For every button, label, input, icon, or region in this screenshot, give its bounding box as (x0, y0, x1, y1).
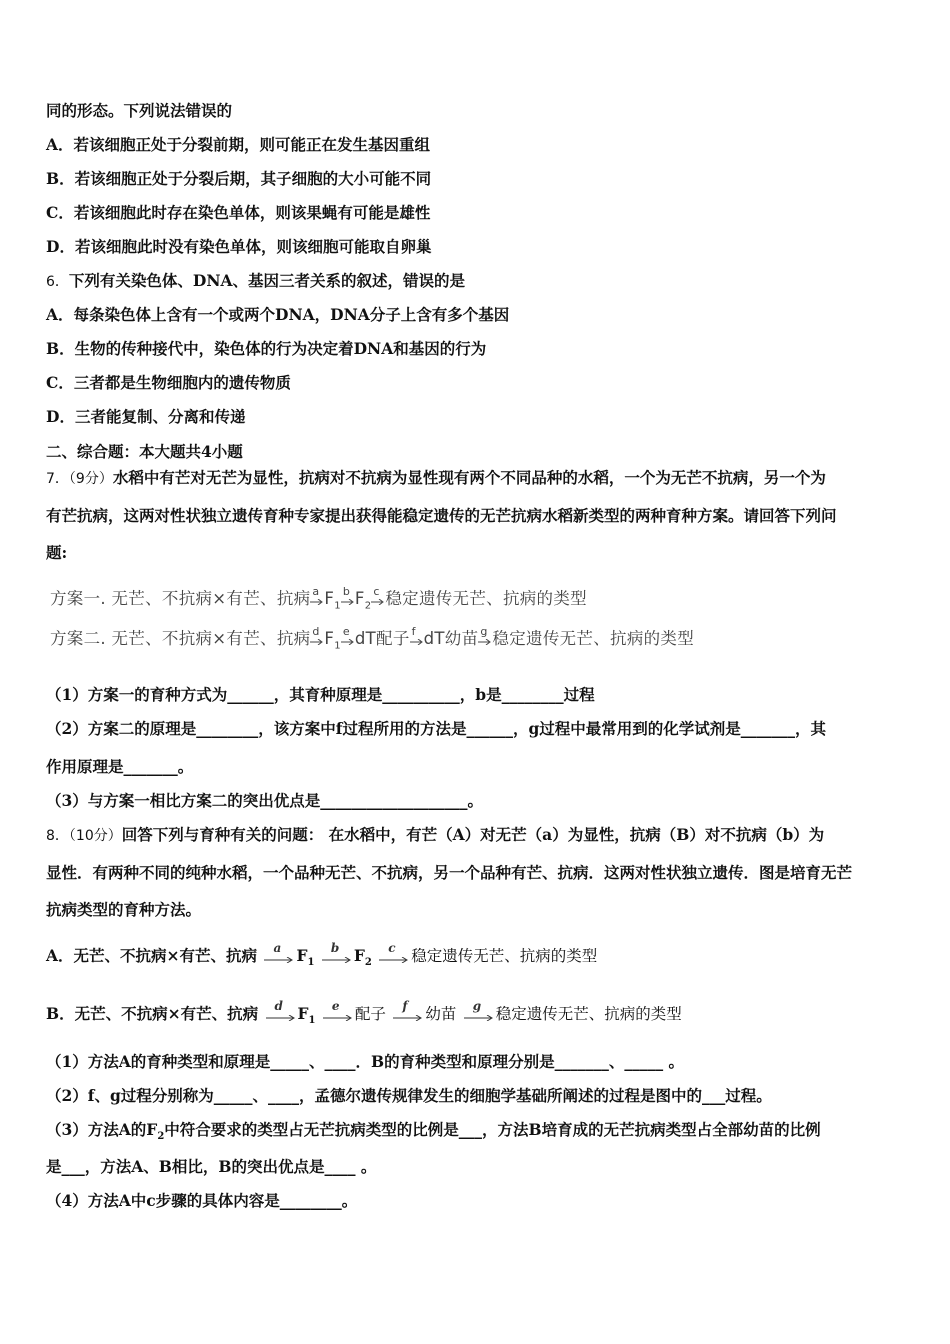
q5-option-b: B．若该细胞正处于分裂后期，其子细胞的大小可能不同 (46, 169, 432, 188)
q7-sub2-line2: 作用原理是_______。 (46, 757, 194, 776)
q7-stem-line3: 题: (46, 543, 68, 562)
arrow-icon: g (464, 1008, 494, 1022)
arrow-icon: b (341, 594, 355, 606)
q8-sub2: （2）f、g过程分别称为_____、____，孟德尔遗传规律发生的细胞学基础所阐述的过程是图中的___过程。 (46, 1086, 772, 1105)
q6-option-a: A．每条染色体上含有一个或两个DNA，DNA分子上含有多个基因 (46, 305, 510, 324)
q8-stem-line1: 8．（10分）回答下列与育种有关的问题： 在水稻中，有芒（A）对无芒（a）为显性，抗病（B）对不抗病（b）为 (46, 825, 825, 844)
q8-stem-line3: 抗病类型的育种方法。 (46, 900, 202, 919)
q8-sub4: （4）方法A中c步骤的具体内容是________。 (46, 1191, 358, 1210)
arrow-icon: e (323, 1008, 353, 1022)
q6-option-c: C．三者都是生物细胞内的遗传物质 (46, 373, 291, 392)
arrow-icon: c (371, 594, 385, 606)
arrow-icon: d (266, 1008, 296, 1022)
arrow-icon: a (310, 594, 324, 606)
q7-stem-line1: 7．（9分）水稻中有芒对无芒为显性，抗病对不抗病为显性现有两个不同品种的水稻，一个为无芒不抗病，另一个为 (46, 468, 826, 487)
q7-plan2: 方案二. 无芒、不抗病×有芒、抗病 d $F_1$ e dT配子 f dT幼苗 g 稳定遗传无芒、抗病的类型 (50, 624, 695, 652)
q5-option-c: C．若该细胞此时存在染色单体，则该果蝇有可能是雄性 (46, 203, 431, 222)
arrow-icon: a (264, 950, 294, 964)
arrow-icon: c (379, 950, 409, 964)
q8-sub3-line2: 是___，方法A、B相比，B的突出优点是____ 。 (46, 1157, 377, 1176)
q6-option-b: B．生物的传种接代中，染色体的行为决定着DNA和基因的行为 (46, 339, 487, 358)
q8-method-a: A．无芒、不抗病×有芒、抗病 a $F_1$ b $F_2$ c 稳定遗传无芒、抗病的类型 (46, 941, 598, 969)
q6-stem: 6．下列有关染色体、DNA、基因三者关系的叙述，错误的是 (46, 271, 466, 290)
arrow-icon: g (478, 634, 492, 646)
q7-sub2-line1: （2）方案二的原理是________，该方案中f过程所用的方法是______，g过程中最常用到的化学试剂是_______，其 (46, 719, 827, 738)
q5-option-a: A．若该细胞正处于分裂前期，则可能正在发生基因重组 (46, 135, 431, 154)
q5-stem-end: 同的形态。下列说法错误的 (46, 101, 233, 120)
q7-plan1: 方案一. 无芒、不抗病×有芒、抗病 a $F_1$ b $F_2$ c 稳定遗传无芒、抗病的类型 (50, 584, 587, 612)
arrow-icon: f (393, 1008, 423, 1022)
q6-option-d: D．三者能复制、分离和传递 (46, 407, 246, 426)
q8-stem-line2: 显性．有两种不同的纯种水稻，一个品种无芒、不抗病，另一个品种有芒、抗病．这两对性状独立遗传．图是培育无芒 (46, 863, 853, 882)
arrow-icon: e (341, 634, 355, 646)
arrow-icon: b (322, 950, 352, 964)
q7-sub3: （3）与方案一相比方案二的突出优点是___________________。 (46, 791, 484, 810)
q8-method-b: B．无芒、不抗病×有芒、抗病 d $F_1$ e 配子 f 幼苗 g 稳定遗传无芒、抗病的类型 (46, 999, 682, 1027)
q8-sub1: （1）方法A的育种类型和原理是_____、____．B的育种类型和原理分别是_______、_____ 。 (46, 1052, 685, 1071)
q5-option-d: D．若该细胞此时没有染色单体，则该细胞可能取自卵巢 (46, 237, 432, 256)
section-heading: 二、综合题：本大题共4小题 (46, 442, 243, 461)
arrow-icon: f (410, 634, 424, 646)
q8-sub3-line1: （3）方法A的$F_2$中符合要求的类型占无芒抗病类型的比例是___，方法B培育成的无芒抗病类型占全部幼苗的比例 (46, 1120, 821, 1143)
arrow-icon: d (310, 634, 324, 646)
q7-stem-line2: 有芒抗病，这两对性状独立遗传育种专家提出获得能稳定遗传的无芒抗病水稻新类型的两种育种方案。请回答下列问 (46, 506, 837, 525)
q7-sub1: （1）方案一的育种方式为______，其育种原理是__________，b是________过程 (46, 685, 595, 704)
